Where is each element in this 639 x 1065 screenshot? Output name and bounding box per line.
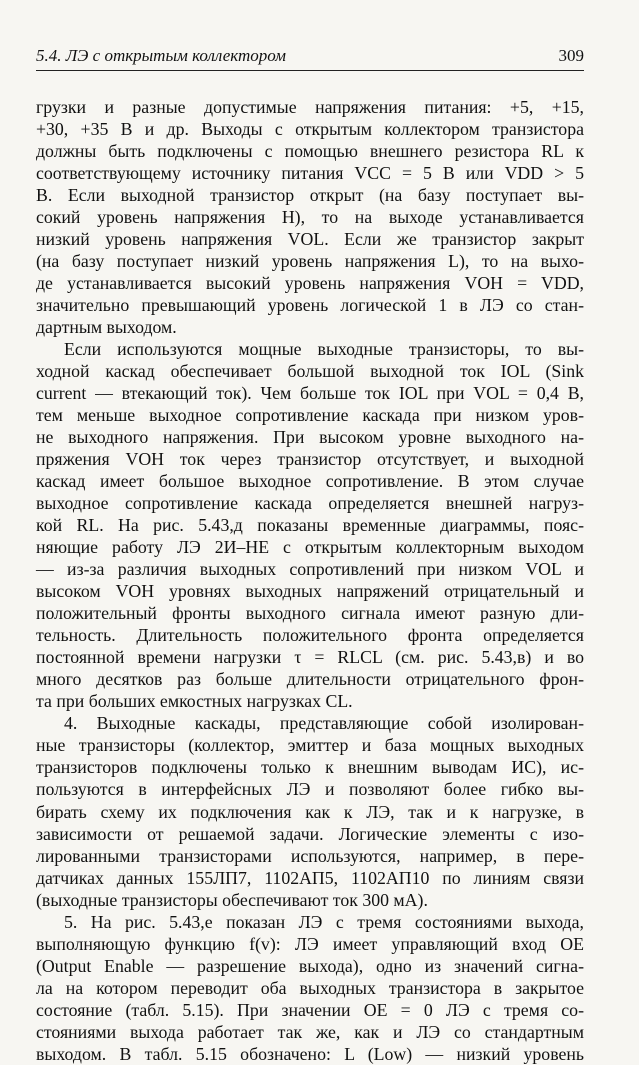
text-line: (выходные транзисторы обеспечивают ток 300 мА). (36, 889, 428, 910)
body-text (36, 96, 584, 1065)
text-line: транзисторов подключены только к внешним выводам ИС), ис- (36, 757, 584, 778)
text-line: де устанавливается высокий уровень напряжения VOH = VDD, (36, 273, 584, 294)
text-line: ходной каскад обеспечивает большой выходной ток IOL (Sink (36, 361, 584, 382)
text-line: Если используются мощные выходные транзисторы, то вы- (64, 339, 584, 360)
text-line: выходное сопротивление каскада определяется внешней нагруз- (36, 493, 584, 514)
text-line: должны быть подключены с помощью внешнего резистора RL к (36, 141, 584, 162)
text-line: низкий уровень напряжения VOL. Если же транзистор закрыт (36, 229, 584, 250)
text-line: датчиках данных 155ЛП7, 1102АП5, 1102АП10 по линиям связи (36, 867, 584, 888)
text-line: +30, +35 В и др. Выходы с открытым коллектором транзистора (36, 119, 584, 140)
text-line: та при больших емкостных нагрузках CL. (36, 691, 353, 712)
page-header (36, 46, 584, 68)
text-line: ла на котором переводит оба выходных транзистора в закрытое (36, 977, 584, 998)
text-line: грузки и разные допустимые напряжения питания: +5, +15, (36, 97, 584, 117)
text-line: пряжения VOH ток через транзистор отсутствует, и выходной (36, 449, 584, 470)
text-line: выходом. В табл. 5.15 обозначено: L (Low) — низкий уровень (36, 1043, 584, 1064)
text-line: дартным выходом. (36, 317, 177, 338)
text-line: положительный фронты выходного сигнала имеют разную дли- (36, 603, 584, 624)
text-line: бирать схему их подключения как к ЛЭ, так и к нагрузке, в (36, 801, 584, 822)
text-line: много десятков раз больше длительности отрицательного фрон- (36, 669, 584, 690)
header-rule (36, 70, 584, 71)
text-line: пользуются в интерфейсных ЛЭ и позволяют более гибко вы- (36, 779, 584, 800)
running-title: 5.4. ЛЭ с открытым коллектором (36, 46, 286, 65)
text-line: ные транзисторы (коллектор, эмиттер и база мощных выходных (36, 735, 584, 756)
text-line: тельность. Длительность положительного фронта определяется (36, 625, 584, 646)
text-line: кой RL. На рис. 5.43,д показаны временные диаграммы, пояс- (36, 515, 584, 536)
text-line: значительно превышающий уровень логической 1 в ЛЭ со стан- (36, 295, 584, 316)
text-line: соответствующему источнику питания VCC = 5 В или VDD > 5 (36, 163, 584, 184)
text-line: не выходного напряжения. При высоком уровне выходного на- (36, 427, 584, 448)
text-line: постоянной времени нагрузки τ = RLCL (см. рис. 5.43,в) и во (36, 647, 584, 668)
text-line: 4. Выходные каскады, представляющие собой изолирован- (64, 713, 584, 734)
text-line: высоком VOH уровнях выходных напряжений отрицательный и (36, 581, 584, 602)
text-line: тем меньше выходное сопротивление каскада при низком уров- (36, 405, 584, 426)
text-line: няющие работу ЛЭ 2И–НЕ с открытым коллекторным выходом (36, 537, 584, 558)
text-line: состояние (табл. 5.15). При значении OE = 0 ЛЭ с тремя со- (36, 999, 584, 1020)
text-line: current — втекающий ток). Чем больше ток IOL при VOL = 0,4 В, (36, 383, 584, 404)
text-line: каскад имеет большое выходное сопротивление. В этом случае (36, 471, 584, 492)
text-line: выполняющую функцию f(v): ЛЭ имеет управляющий вход OE (36, 933, 584, 954)
text-line: стояниями выхода работает так же, как и ЛЭ со стандартным (36, 1021, 584, 1042)
text-line: зависимости от решаемой задачи. Логические элементы с изо- (36, 823, 584, 844)
text-line: В. Если выходной транзистор открыт (на базу поступает вы- (36, 185, 584, 206)
text-line: лированными транзисторами используются, например, в пере- (36, 845, 584, 866)
text-line: (Output Enable — разрешение выхода), одно из значений сигна- (36, 955, 584, 976)
page-number: 309 (558, 46, 584, 65)
text-line: (на базу поступает низкий уровень напряжения L), то на выхо- (36, 251, 584, 272)
text-line: 5. На рис. 5.43,е показан ЛЭ с тремя состояниями выхода, (64, 911, 584, 932)
text-line: сокий уровень напряжения H), то на выходе устанавливается (36, 207, 584, 228)
text-line: — из-за различия выходных сопротивлений при низком VOL и (36, 559, 584, 580)
